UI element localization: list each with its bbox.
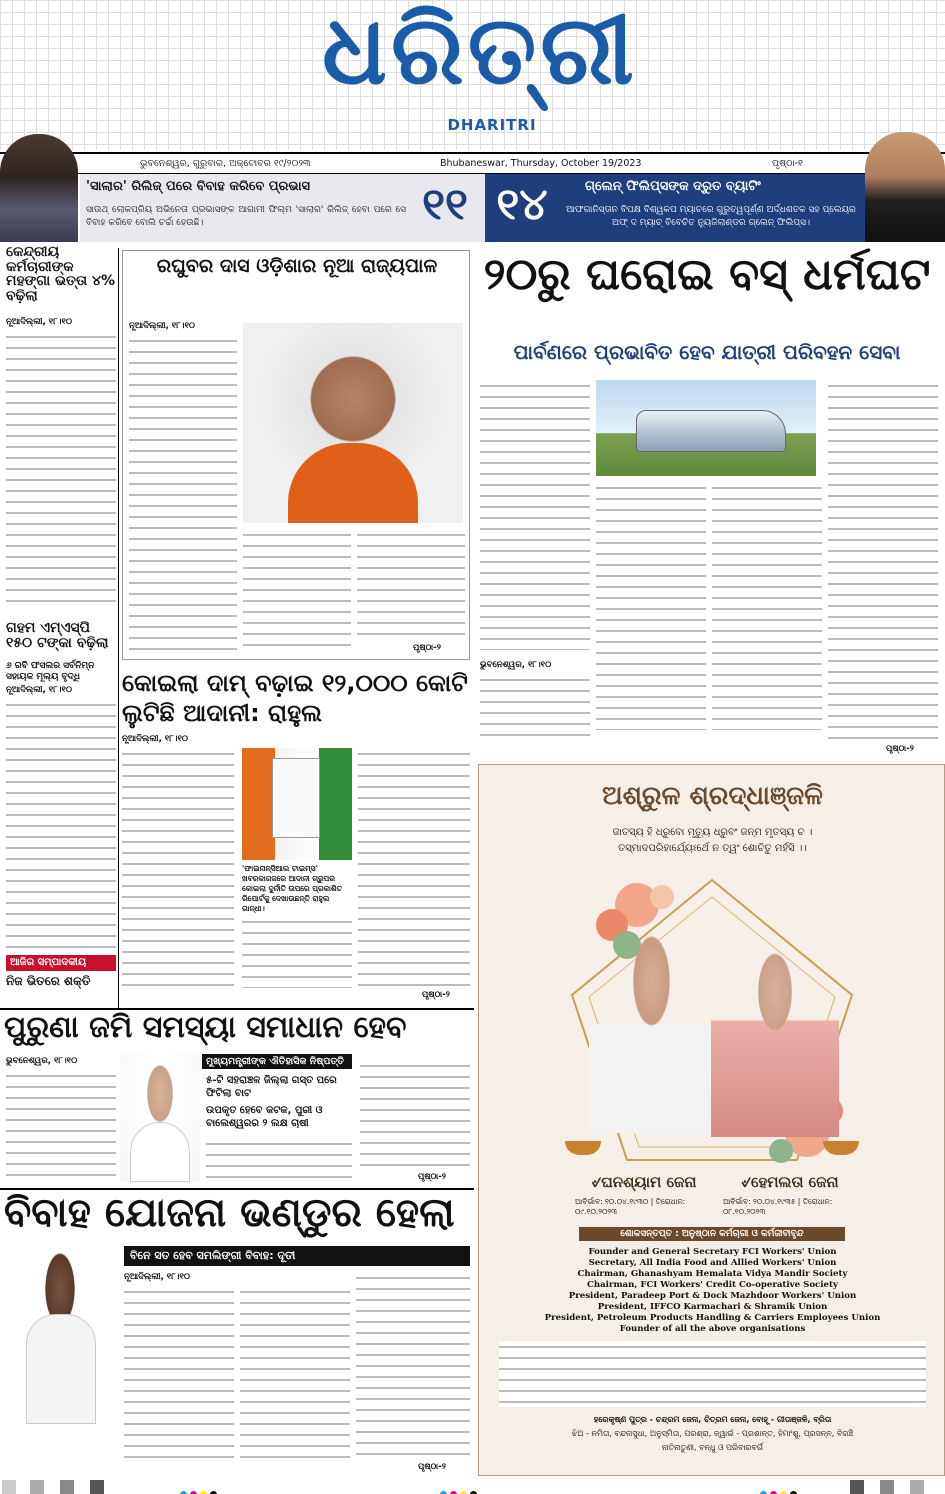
obituary-message: [499, 1341, 926, 1407]
obituary-role: Chairman, Ghanashyam Hemalata Vidya Mandir Society: [577, 1269, 848, 1279]
obituary-family-3: ନାତିନାତୁଣୀ, ବନ୍ଧୁ ଓ ପରିବାରବର୍ଗ: [661, 1443, 764, 1452]
bus-body-col3: [712, 482, 822, 730]
marriage-body-col2: [240, 1286, 350, 1462]
glenn-phillips-photo: [865, 132, 945, 242]
land-more[interactable]: ପୃଷ୍ଠା-୨: [418, 1172, 446, 1182]
coal-body-col1: [122, 748, 234, 988]
governor-headline: ରଘୁବର ଦାସ ଓଡ଼ିଶାର ନୂଆ ରାଜ୍ୟପାଳ: [156, 255, 438, 277]
marriage-headline: ବିବାହ ଯୋଜନା ଭଣ୍ଡୁର ହେଲା: [4, 1190, 455, 1236]
da-body: [6, 331, 116, 611]
msp-sub: ୬ ରବି ଫସଲର ସର୍ବନିମ୍ନ ସହାୟକ ମୂଲ୍ୟ ବୃଦ୍ଧି: [6, 661, 95, 682]
masthead-title: ଧରିତ୍ରୀ: [322, 0, 638, 106]
print-marks: [0, 1480, 945, 1494]
obituary-verse-1: ଜାତସ୍ୟ ହି ଧ୍ରୁବୋ ମୃତ୍ୟୁ ଧ୍ରୁବଂ ଜନ୍ମ ମୃତସ୍ୟ ଚ ।: [612, 827, 813, 838]
land-body-col1: [6, 1070, 116, 1182]
marriage-more[interactable]: ପୃଷ୍ଠା-୨: [418, 1462, 446, 1472]
teaser-left[interactable]: [80, 174, 485, 242]
dateline-english: Bhubaneswar, Thursday, October 19/2023: [440, 158, 642, 169]
obituary-family-1: ହରେକୃଷ୍ଣ ପୁତ୍ର - ଚନ୍ଦ୍ରମ ଜେନା, ଚିତ୍ରମ ଜେନା, ବୋହୂ - ଗୀତାଞ୍ଜଳି, ବ୍ରିତା: [593, 1415, 832, 1424]
obituary-role: President, Petroleum Products Handling & Carriers Employees Union: [544, 1313, 881, 1323]
obituary-family-2: ଝିଅ - ନମିତା, ବନ୍ଦନାସୁଧା, ଅନୁସ୍ମିତା, ପରଶ୍ରା, ଜ୍ୱାଇଁ - ପ୍ରଶାନ୍ତ, ହିମାଂଶୁ, ପ୍ରସନ୍ନ, ବିରଞ୍ଚି: [571, 1429, 854, 1438]
editorial-label: ଆଜିର ସମ୍ପାଦକୀୟ: [6, 955, 116, 971]
obituary-verse-2: ତସ୍ମାଦପରିହାର୍ଯ୍ୟେଽର୍ଥେ ନ ତ୍ୱଂ ଶୋଚିତୁ ମର୍ହସି ।।: [618, 843, 807, 854]
obituary-dates-1: ଆବିର୍ଭାବ: ୧୦.୦୪.୧୯୩୦ | ତିରୋଧାନ: ୦୯.୧୦.୨୦୨୩: [575, 1197, 686, 1216]
bus-photo: [596, 380, 816, 476]
bus-story[interactable]: [476, 250, 945, 760]
governor-body-col3: [357, 529, 465, 641]
land-bullet-2: ଉପକୃତ ହେବେ କଟକ, ପୁରୀ ଓ ବାଲେଶ୍ୱରର ୨ ଲକ୍ଷ ଚାଷୀ: [206, 1105, 323, 1129]
bus-body-col1b: [480, 674, 590, 744]
bus-more[interactable]: ପୃଷ୍ଠା-୨: [886, 744, 914, 754]
obituary-mourners: ଶୋକସନ୍ତପ୍ତ : ଅନୁଷ୍ଠାନ କର୍ମଚାରୀ ଓ କର୍ମଜୀବୀବୃନ୍ଦ: [579, 1227, 845, 1241]
teaser-left-page: ୧୧: [422, 179, 468, 230]
ghanashyam-jena-photo: [589, 933, 714, 1133]
bus-body-col4: [828, 380, 938, 740]
rahul-gandhi-photo: [242, 748, 352, 860]
teaser-right-page: ୧୪: [496, 179, 548, 230]
land-body-col3: [360, 1060, 470, 1172]
dateline-odia: ଭୁବନେଶ୍ୱର, ଗୁରୁବାର, ଅକ୍ଟୋବର ୧୯/୨୦୨୩: [140, 158, 311, 169]
marriage-dateline: ନୂଆଦିଲ୍ଲୀ, ୧୮।୧୦: [124, 1272, 191, 1282]
coal-body-col2: [242, 916, 352, 988]
land-box-title: ମୁଖ୍ୟମନ୍ତ୍ରୀଙ୍କ ଐତିହାସିକ ନିଷ୍ପତ୍ତି: [202, 1054, 352, 1069]
coal-body-col3: [358, 748, 470, 988]
bus-body-col1: [480, 380, 590, 650]
coal-headline: କୋଇଲା ଦାମ୍ ବଢ଼ାଇ ୧୨,୦୦୦ କୋଟି ଲୁଟିଛି ଆଦାନୀ: ରାହୁଲ: [122, 669, 468, 727]
obituary-ad: [478, 764, 945, 1476]
land-headline: ପୁରୁଣା ଜମି ସମସ୍ୟା ସମାଧାନ ହେବ: [4, 1010, 407, 1045]
coal-story[interactable]: [122, 668, 472, 1008]
obituary-role: Founder and General Secretary FCI Workers' Union: [588, 1247, 837, 1257]
bus-dateline: ଭୁବନେଶ୍ୱର, ୧୮।୧୦: [480, 660, 552, 670]
obituary-role: Founder of all the above organisations: [619, 1324, 806, 1334]
land-story[interactable]: [0, 1012, 474, 1187]
teaser-band: [0, 174, 945, 242]
dateline-bar: [0, 152, 945, 174]
governor-dateline: ନୂଆଦିଲ୍ଲୀ, ୧୮।୧୦: [129, 321, 196, 331]
bus-body-col2: [596, 482, 706, 730]
obituary-dates-2: ଆବିର୍ଭାବ: ୨୦.୦୪.୧୯୩୫ | ତିରୋଧାନ: ୦୮.୧୦.୨୦୨୩: [723, 1197, 833, 1216]
obituary-title: ଅଶ୍ରୁଳ ଶ୍ରଦ୍ଧାଞ୍ଜଳି: [602, 781, 823, 811]
teaser-right-text: ଆଫଗାନିସ୍ତାନ ବିପକ୍ଷ ବିଶ୍ୱକପ ମ୍ୟାଚରେ ଗୁରୁତ୍ୱପୂର୍ଣ୍ଣ ଅର୍ଦ୍ଧଶତକ ସହ ପ୍ଲେୟର ଅଫ୍ ଦ ମ୍ୟାଚ୍ ବିବେଚିତ ନ୍ୟୁଜିଲାଣ୍ଡର ଗ୍ଲେନ୍ ଫିଲିପ୍ସ।: [566, 205, 856, 228]
obituary-role: President, IFFCO Karmachari & Shramik Union: [597, 1302, 828, 1312]
governor-more[interactable]: ପୃଷ୍ଠା-୨: [413, 643, 441, 653]
obituary-role: President, Paradeep Port & Dock Mazhdoor Workers' Union: [568, 1291, 857, 1301]
prabhas-photo: [0, 134, 78, 242]
coal-dateline: ନୂଆଦିଲ୍ଲୀ, ୧୮।୧୦: [122, 734, 189, 744]
editorial-title[interactable]: ନିଜ ଭିତରେ ଶକ୍ତି: [6, 974, 91, 988]
marriage-sub: ବିନେ ସତ ହେବ ସମଲିଙ୍ଗୀ ବିବାହ: ଦୂତୀ: [124, 1246, 470, 1266]
teaser-right[interactable]: [485, 174, 865, 242]
teaser-right-headline: ଗ୍ଲେନ୍ ଫିଲିପ୍ସଙ୍କ ଦ୍ରୁତ ବ୍ୟାଟିଂ: [585, 179, 761, 194]
governor-body-col1: [129, 335, 237, 655]
coal-caption: 'ଫାଇନାନ୍ସିଆଲ ଟାଇମ୍ସ' ଖବରକାଗଜରେ ଆଦାନୀ ଗ୍ରୁପର କୋଇଲା ଦୁର୍ନୀତି ଉପରେ ପ୍ରକାଶିତ ରିପୋର୍ଟକୁ ଦେଖାଉଛନ୍ତି ରାହୁଲ ଗାନ୍ଧୀ।: [242, 864, 342, 913]
marriage-body-col3: [356, 1272, 470, 1462]
obituary-roles: [499, 1247, 926, 1335]
land-dateline: ଭୁବନେଶ୍ୱର, ୧୮।୧୦: [6, 1056, 78, 1066]
coal-more[interactable]: ପୃଷ୍ଠା-୨: [422, 990, 450, 1000]
marriage-body-col1: [124, 1286, 234, 1462]
obituary-role: Chairman, FCI Workers' Credit Co-operative Society: [587, 1280, 838, 1290]
da-headline[interactable]: କେନ୍ଦ୍ରୀୟ କର୍ମଚାରୀଙ୍କ ମହଙ୍ଗା ଭତ୍ତା ୪% ବଢ଼ିଲା: [6, 244, 116, 305]
column-rule: [118, 248, 119, 1008]
bus-headline: ୨୦ରୁ ଘରୋଇ ବସ୍ ଧର୍ମଘଟ: [483, 249, 931, 300]
msp-dateline: ନୂଆଦିଲ୍ଲୀ, ୧୮।୧୦: [6, 685, 73, 695]
governor-story[interactable]: [122, 250, 470, 660]
teaser-left-text: ସାଉଥ୍ ଲୋକପ୍ରିୟ ଅଭିନେତା ପ୍ରଭାସଙ୍କ ଆଗାମୀ ଫିଲ୍ମ 'ସାଲାର' ରିଲିଜ୍ ହେବା ପରେ ସେ ବିବାହ କରିବେ ବୋଲି ଚର୍ଚ୍ଚା ହେଉଛି।: [86, 205, 406, 228]
hemalata-jena-photo: [711, 941, 839, 1137]
da-dateline: ନୂଆଦିଲ୍ଲୀ, ୧୮।୧୦: [6, 317, 73, 327]
raghubar-das-photo: [243, 323, 463, 523]
bus-subheadline: ପାର୍ବଣରେ ପ୍ରଭାବିତ ହେବ ଯାତ୍ରୀ ପରିବହନ ସେବା: [513, 340, 901, 364]
naveen-patnaik-photo: [120, 1052, 200, 1182]
governor-body-col2: [243, 529, 351, 655]
obituary-name-2: ୰ହେମଲତା ଜେନା: [741, 1173, 839, 1191]
page-number: ପୃଷ୍ଠା-୧: [772, 158, 803, 169]
land-bullet-1: ୫-ଟି ସହରାଞ୍ଚଳ ଜିଲ୍ଲା ଗସ୍ତ ପରେ ଫିଟିଲା ବାଟ: [206, 1075, 337, 1099]
obituary-name-1: ୰ଘନଶ୍ୟାମ ଜେନା: [591, 1173, 697, 1191]
msp-headline[interactable]: ଗହମ ଏମ୍ଏସ୍‌ପି ୧୫୦ ଟଙ୍କା ବଢ଼ିଲା: [6, 620, 109, 651]
marriage-story[interactable]: [0, 1192, 474, 1474]
teaser-left-headline: 'ସାଲାର' ରିଲିଜ୍ ପରେ ବିବାହ କରିବେ ପ୍ରଭାସ: [86, 179, 311, 194]
land-body-col2: [206, 1138, 352, 1182]
masthead-title-english: DHARITRI: [447, 116, 537, 134]
obituary-role: Secretary, All India Food and Allied Workers' Union: [588, 1258, 837, 1268]
left-column: [0, 245, 118, 1020]
dutee-chand-photo: [4, 1244, 116, 1424]
masthead: [0, 0, 945, 150]
msp-body: [6, 699, 116, 953]
